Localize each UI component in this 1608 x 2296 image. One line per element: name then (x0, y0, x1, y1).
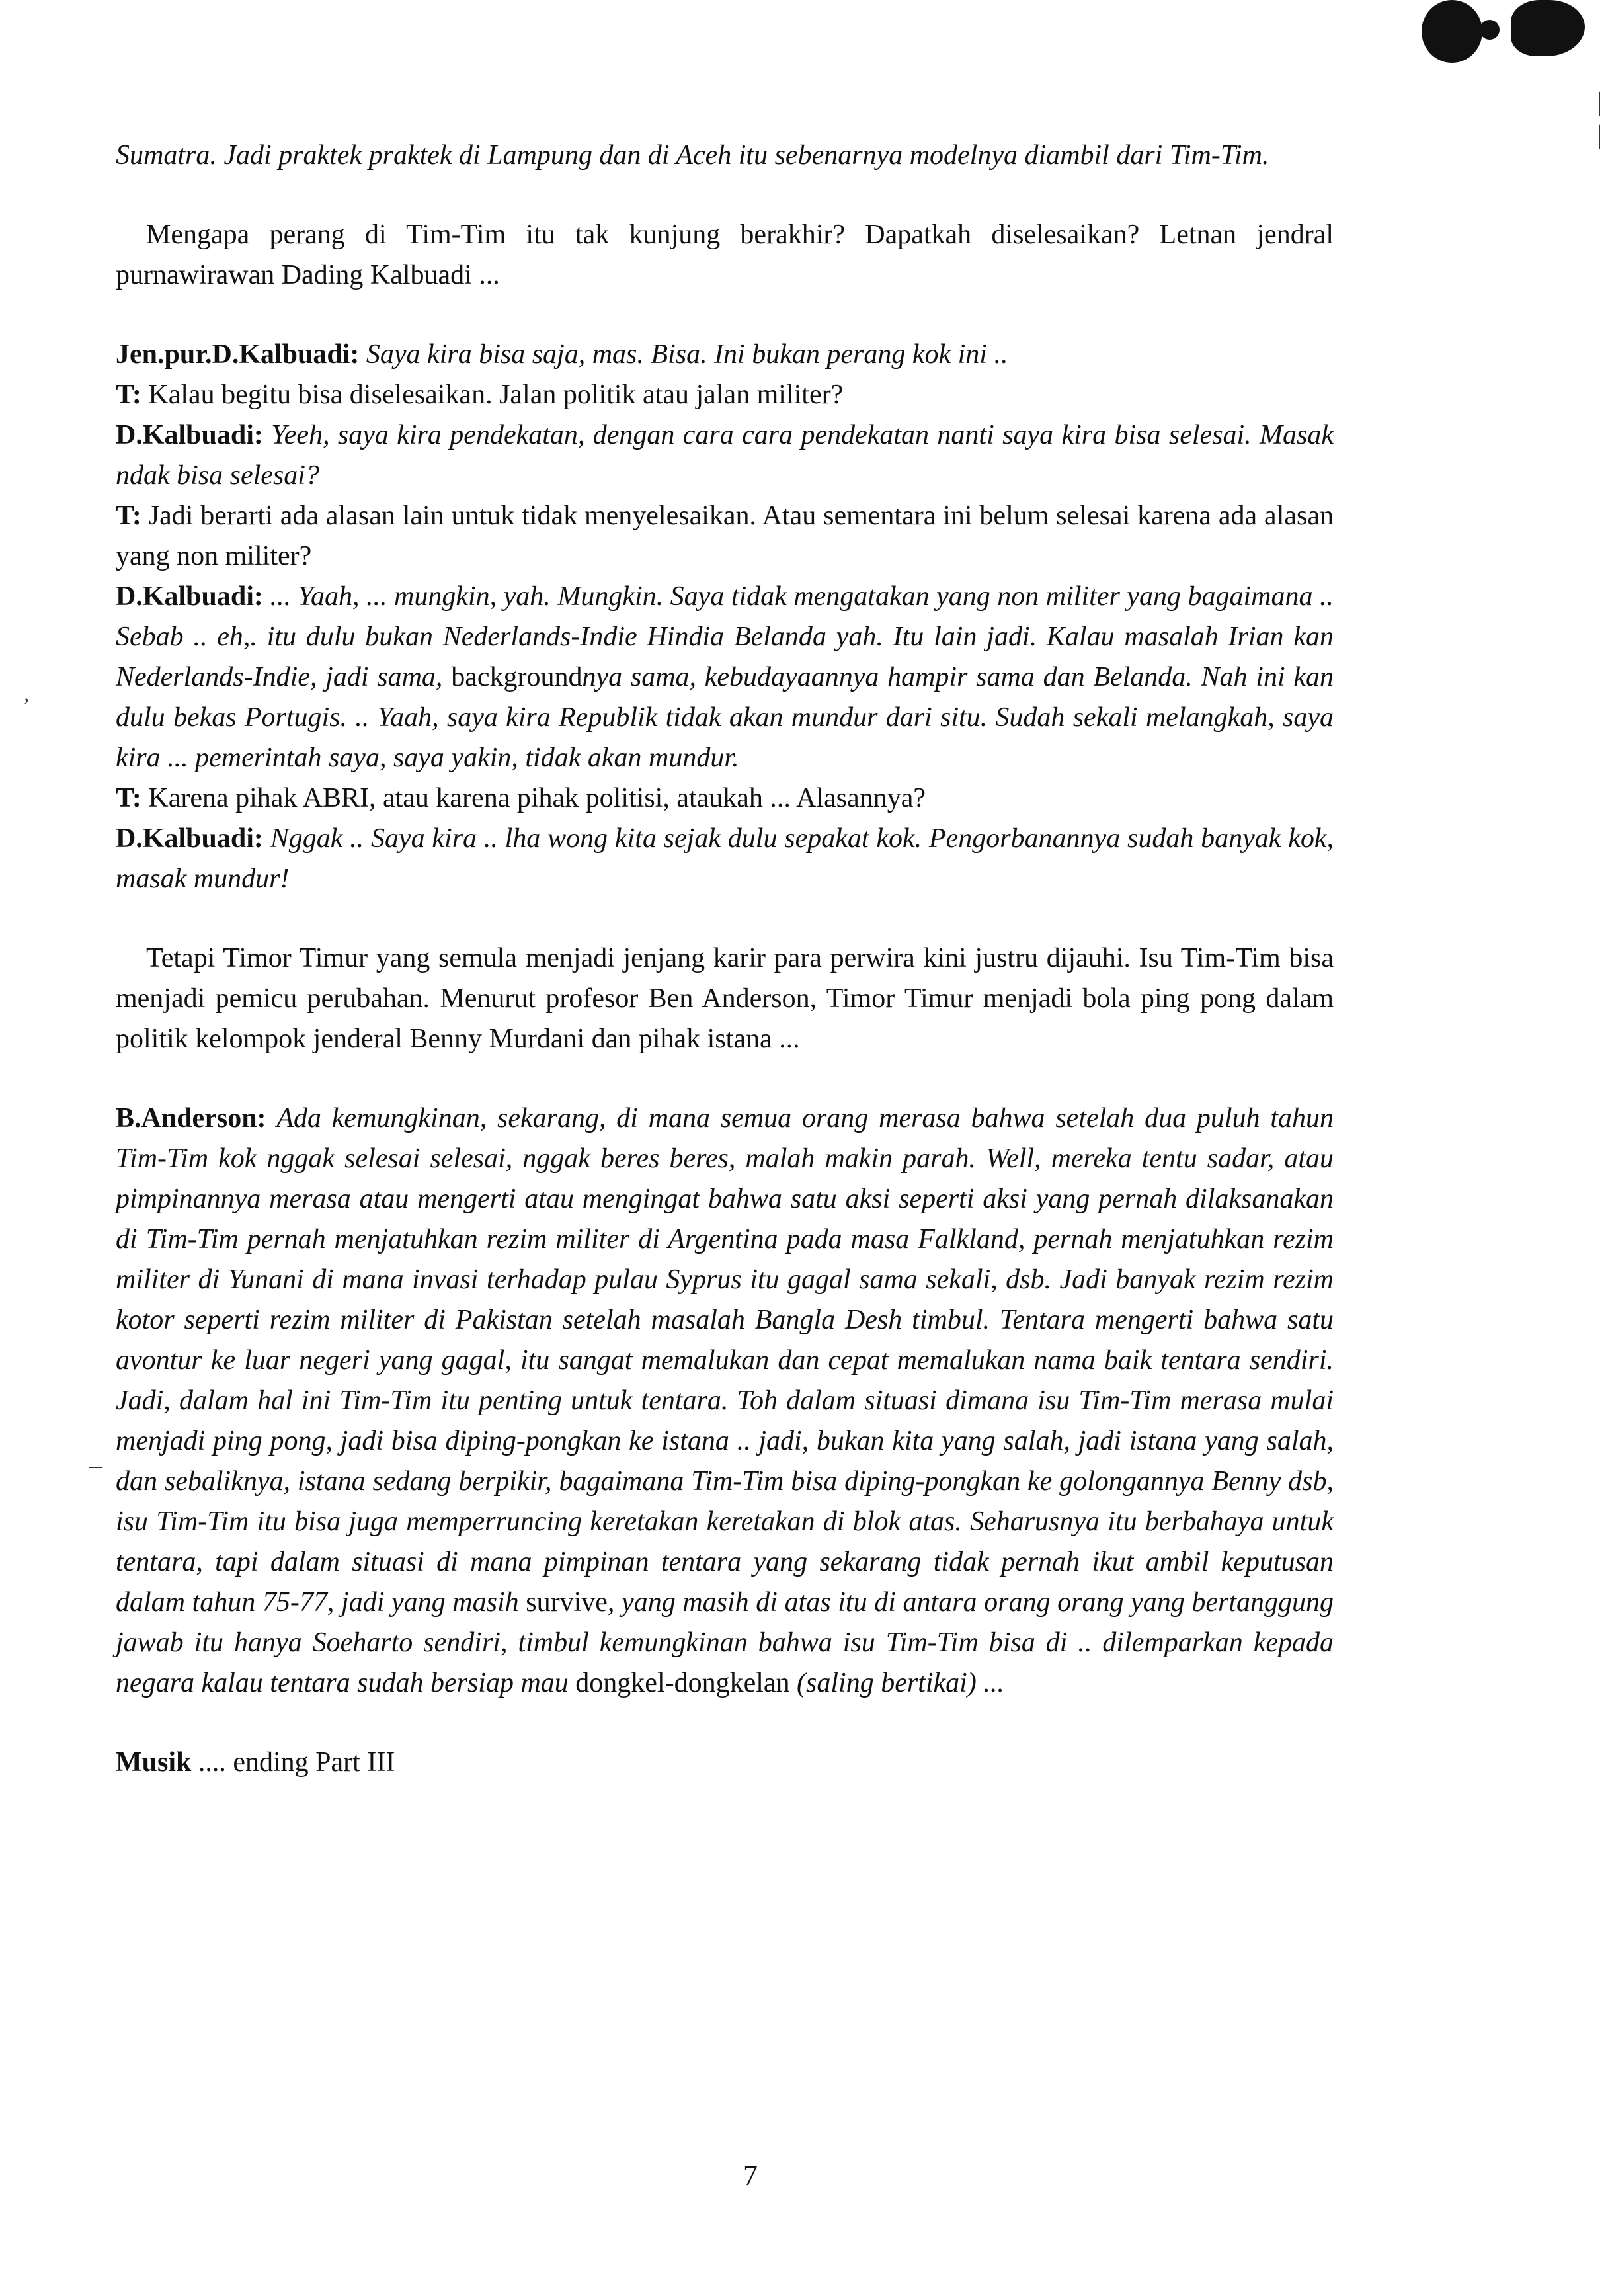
music-text: .... ending Part III (198, 1747, 395, 1778)
speaker-text: ... Yaah, ... mungkin, yah. Mungkin. Saya tidak mengatakan yang non militer yang bagaimana .. Sebab .. eh,. itu dulu bukan Nederlands-Indie Hindia Belanda yah. Itu lain jadi. Kalau masalah Irian kan Nederlands-Indie, jadi sama, (116, 581, 1334, 692)
narration-text: Mengapa perang di Tim-Tim itu tak kunjung berakhir? Dapatkah diselesaikan? Letnan jendral purnawirawan Dading Kalbuadi ... (116, 220, 1334, 290)
interview-line (116, 496, 1334, 577)
quote-text: Ada kemungkinan, sekarang, di mana semua orang merasa bahwa setelah dua puluh tahun Tim-Tim kok nggak selesai selesai, nggak beres beres, malah makin parah. Well, mereka tentu sadar, atau pimpinannya merasa atau mengerti atau mengingat bahwa satu aksi seperti aksi yang pernah dilaksanakan di Tim-Tim pernah menjatuhkan rezim militer di Argentina pada masa Falkland, pernah menjatuhkan rezim militer di Yunani di mana invasi terhadap pulau Syprus itu gagal sama sekali, dsb. Jadi banyak rezim rezim kotor seperti rezim militer di Pakistan setelah masalah Bangla Desh timbul. Tentara mengerti bahwa satu avontur ke luar negeri yang gagal, itu sangat memalukan dan cepat memalukan nama baik tentara sendiri. Jadi, dalam hal ini Tim-Tim itu penting untuk tentara. Toh dalam situasi dimana isu Tim-Tim merasa mulai menjadi ping pong, jadi bisa diping-pongkan ke istana .. jadi, bukan kita yang salah, jadi istana yang salah, dan sebaliknya, istana sedang berpikir, bagaimana Tim-Tim bisa diping-pongkan ke golongannya Benny dsb, isu Tim-Tim itu bisa juga memperruncing keretakan keretakan di blok atas. Seharusnya itu berbahaya untuk tentara, tapi dalam situasi di mana pimpinan tentara yang sekarang tidak pernah ikut ambil keputusan dalam tahun 75-77, jadi yang masih (116, 1103, 1334, 1618)
body-text (116, 136, 1334, 1783)
narration-paragraph (116, 215, 1334, 296)
speaker-label: D.Kalbuadi: (116, 581, 263, 612)
narration-text: Tetapi Timor Timur yang semula menjadi jenjang karir para perwira kini justru dijauhi. Isu Tim-Tim bisa menjadi pemicu perubahan. Menurut profesor Ben Anderson, Timor Timur menjadi bola ping pong dalam politik kelompok jenderal Benny Murdani dan pihak istana ... (116, 943, 1334, 1054)
speaker-text: Saya kira bisa saja, mas. Bisa. Ini bukan perang kok ini .. (366, 339, 1008, 370)
anderson-quote (116, 1098, 1334, 1703)
speaker-label: T: (116, 783, 141, 813)
speaker-text: Yeeh, saya kira pendekatan, dengan cara cara pendekatan nanti saya kira bisa selesai. Masak ndak bisa selesai? (116, 420, 1334, 491)
roman-word: survive (526, 1587, 608, 1618)
ink-blot (1480, 20, 1500, 40)
speaker-label: B.Anderson: (116, 1103, 266, 1133)
opening-paragraph (116, 136, 1334, 176)
margin-mark: | (1597, 87, 1603, 116)
roman-word: dongkel-dongkelan (575, 1668, 790, 1698)
margin-mark: | (1597, 120, 1603, 149)
speaker-label: D.Kalbuadi: (116, 823, 263, 854)
ink-blot (1422, 0, 1482, 63)
speaker-text: Jadi berarti ada alasan lain untuk tidak menyelesaikan. Atau sementara ini belum selesai karena ada alasan yang non militer? (116, 501, 1334, 571)
margin-mark: ’ (23, 694, 30, 716)
music-note (116, 1742, 1334, 1783)
speaker-label: T: (116, 380, 141, 410)
margin-mark: _ (89, 1441, 102, 1471)
speaker-label: T: (116, 501, 141, 531)
roman-word: background (451, 662, 583, 692)
interview-line (116, 375, 1334, 415)
speaker-text: Karena pihak ABRI, atau karena pihak politisi, ataukah ... Alasannya? (148, 783, 926, 813)
interview-line (116, 335, 1334, 375)
speaker-label: D.Kalbuadi: (116, 420, 263, 450)
quote-text-continued: , yang masih di atas itu di antara orang orang yang bertanggung jawab itu hanya Soeharto sendiri, timbul kemungkinan bahwa isu Tim-Tim bisa di .. dilemparkan kepada negara kalau tentara sudah bersiap mau (116, 1587, 1334, 1698)
interview-line (116, 778, 1334, 819)
music-label: Musik (116, 1747, 192, 1778)
speaker-text: Kalau begitu bisa diselesaikan. Jalan politik atau jalan militer? (148, 380, 844, 410)
opening-paragraph-text: Sumatra. Jadi praktek praktek di Lampung dan di Aceh itu sebenarnya modelnya diambil dari Tim-Tim. (116, 140, 1269, 171)
interview-line (116, 577, 1334, 778)
quote-text-end: (saling bertikai) ... (797, 1668, 1004, 1698)
speaker-text-continued: nya sama, kebudayaannya hampir sama dan Belanda. Nah ini kan dulu bekas Portugis. .. Yaah, saya kira Republik tidak akan mundur dari situ. Sudah sekali melangkah, saya kira ... pemerintah saya, saya yakin, tidak akan mundur. (116, 662, 1334, 773)
page-number: 7 (743, 2159, 758, 2192)
narration-paragraph (116, 938, 1334, 1059)
speaker-text: Nggak .. Saya kira .. lha wong kita sejak dulu sepakat kok. Pengorbanannya sudah banyak kok, masak mundur! (116, 823, 1334, 894)
interview-line (116, 415, 1334, 496)
interview-line (116, 819, 1334, 899)
ink-blot (1511, 0, 1585, 56)
speaker-label: Jen.pur.D.Kalbuadi: (116, 339, 360, 370)
